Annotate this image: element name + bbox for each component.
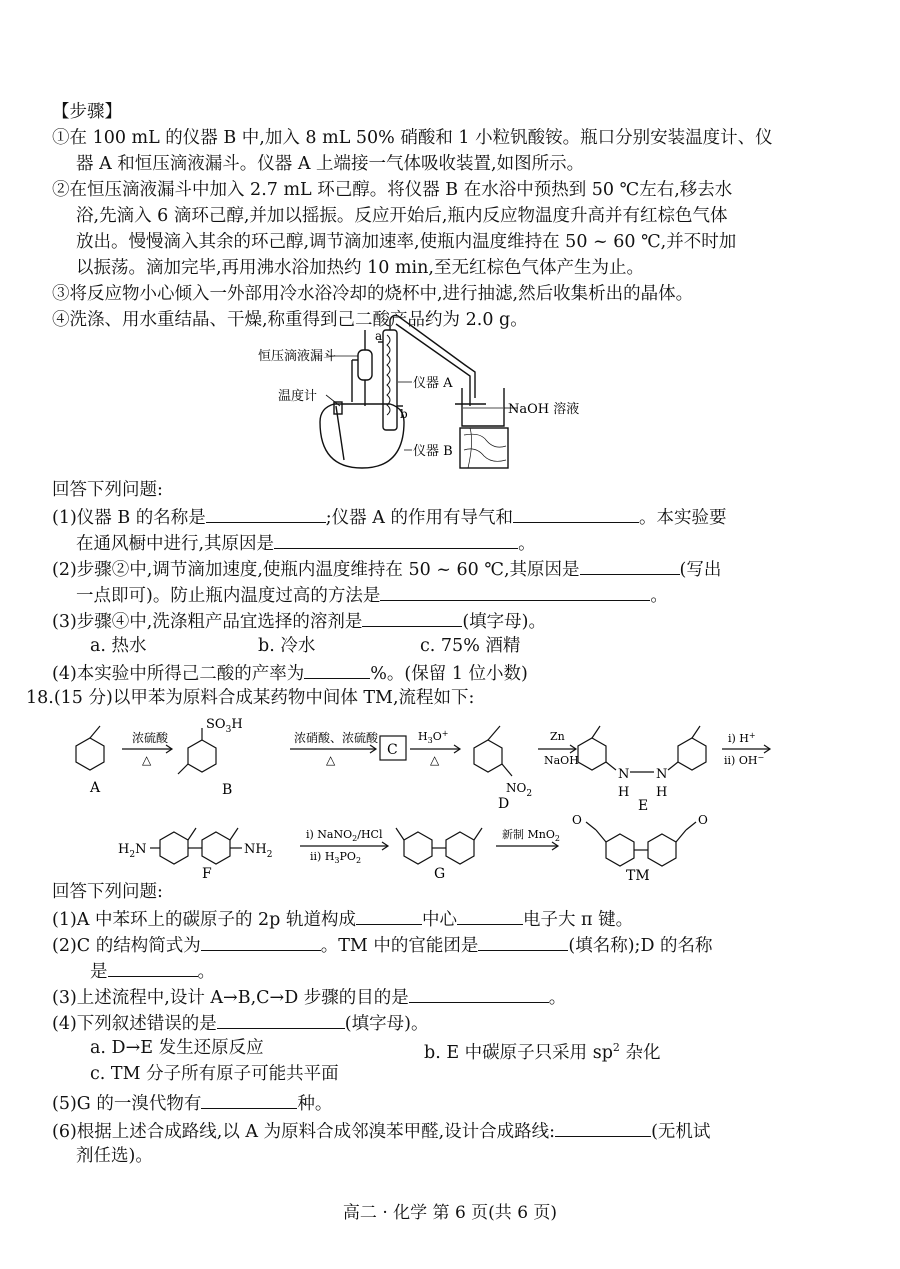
reagent-5-top: i) H+ <box>728 731 756 745</box>
q18-2-text-1: (2)C 的结构简式为 <box>52 936 201 956</box>
n-atom-1: N <box>618 767 630 782</box>
answer-blank[interactable] <box>356 906 422 925</box>
label-e: E <box>638 798 649 812</box>
q17-4-text-2: %。(保留 1 位小数) <box>370 664 528 684</box>
q18-3-line <box>52 984 566 1010</box>
q17-option-a[interactable]: a. 热水 <box>90 636 147 656</box>
answer-blank[interactable] <box>108 958 198 977</box>
h2n-group: $H_2N$ <box>118 842 147 860</box>
apparatus-diagram <box>250 310 590 475</box>
q18-1-line <box>52 906 633 932</box>
q17-2-text-4: 。 <box>650 586 668 606</box>
q18-1-text-2: 中心 <box>421 910 457 930</box>
q17-2-line-1 <box>52 556 721 582</box>
answer-blank[interactable] <box>457 906 523 925</box>
q18-2-line-2 <box>90 958 215 984</box>
reagent-2-bottom: △ <box>326 753 336 767</box>
q18-3-text-2: 。 <box>548 988 567 1008</box>
h-atom-1: H <box>618 785 630 800</box>
q17-option-b[interactable]: b. 冷水 <box>258 636 316 656</box>
q18-6-line-2: 剂任选)。 <box>76 1146 153 1166</box>
answer-blank[interactable] <box>206 504 326 523</box>
q18-intro: 回答下列问题: <box>52 882 163 902</box>
q18-5-text-1: (5)G 的一溴代物有 <box>52 1094 202 1114</box>
q18-1-text-1: (1)A 中苯环上的碳原子的 2p 轨道构成 <box>52 910 356 930</box>
q18-option-b-text: b. E 中碳原子只采用 sp <box>424 1042 613 1063</box>
q18-4-text-1: (4)下列叙述错误的是 <box>52 1014 217 1034</box>
steps-heading: 【步骤】 <box>52 102 122 122</box>
q17-1-text-5: 。 <box>518 534 536 554</box>
q17-3-text-2: (填字母)。 <box>462 612 547 632</box>
instrument-a-label: 仪器 A <box>413 376 453 391</box>
label-c: C <box>387 742 398 758</box>
answer-blank[interactable] <box>201 1090 297 1109</box>
step-1-line-1: ①在 100 mL 的仪器 B 中,加入 8 mL 50% 硝酸和 1 小粒钒酸铵。瓶口分别安装温度计、仪 <box>52 128 773 148</box>
label-d: D <box>498 796 510 812</box>
reagent-6-top: i) NaNO$_2$/HCl <box>306 828 383 843</box>
reagent-2-top: 浓硝酸、浓硫酸 <box>294 731 379 745</box>
step-2-line-3: 放出。慢慢滴入其余的环己醇,调节滴加速率,使瓶内温度维持在 50 ~ 60 ℃,并不时加 <box>76 232 737 252</box>
answer-blank[interactable] <box>274 530 518 549</box>
q18-option-b-tail: 杂化 <box>619 1042 661 1063</box>
instrument-b-label: 仪器 B <box>413 444 453 459</box>
q17-4-line <box>52 660 528 686</box>
label-a: A <box>90 780 101 796</box>
step-2-line-2: 浴,先滴入 6 滴环己醇,并加以摇振。反应开始后,瓶内反应物温度升高并有红棕色气体 <box>76 206 728 226</box>
synthesis-scheme-row-1 <box>60 712 840 812</box>
q18-2-line-1 <box>52 932 713 958</box>
so3h-group: $SO_3H$ <box>206 717 243 735</box>
port-b-label: b <box>400 407 408 421</box>
answer-blank[interactable] <box>580 556 680 575</box>
q18-2-text-4: 是 <box>90 962 108 982</box>
n-atom-2: N <box>656 767 668 782</box>
answer-blank[interactable] <box>201 932 321 951</box>
answer-blank[interactable] <box>217 1010 345 1029</box>
q18-option-b[interactable] <box>424 1036 661 1065</box>
answer-blank[interactable] <box>513 504 639 523</box>
q18-6-line-1 <box>52 1118 710 1144</box>
naoh-label: NaOH 溶液 <box>508 402 580 417</box>
q17-option-c[interactable]: c. 75% 酒精 <box>420 636 521 656</box>
answer-blank[interactable] <box>304 660 370 679</box>
q17-1-text-2: ;仪器 A 的作用有导气和 <box>325 508 513 528</box>
q18-4-line <box>52 1010 428 1036</box>
reagent-3-bottom: △ <box>430 753 440 767</box>
q17-2-text-3: 一点即可)。防止瓶内温度过高的方法是 <box>76 586 381 606</box>
step-2-line-1: ②在恒压滴液漏斗中加入 2.7 mL 环己醇。将仪器 B 在水浴中预热到 50 ℃左右,移去水 <box>52 180 733 200</box>
nh2-group: $NH_2$ <box>244 842 273 860</box>
q18-2-text-2: 。TM 中的官能团是 <box>320 936 479 956</box>
q18-4-text-2: (填字母)。 <box>344 1014 429 1034</box>
answer-blank[interactable] <box>362 608 462 627</box>
answer-blank[interactable] <box>380 582 650 601</box>
q17-intro: 回答下列问题: <box>52 480 163 500</box>
reagent-3-top: $H_3O^+$ <box>418 729 449 745</box>
h-atom-2: H <box>656 785 668 800</box>
q17-4-text-1: (4)本实验中所得己二酸的产率为 <box>52 664 305 684</box>
q17-2-line-2 <box>76 582 668 608</box>
label-tm: TM <box>626 868 650 882</box>
step-3-line: ③将反应物小心倾入一外部用冷水浴冷却的烧杯中,进行抽滤,然后收集析出的晶体。 <box>52 284 694 304</box>
q18-option-b-sup: 2 <box>612 1041 620 1054</box>
label-g: G <box>434 866 446 882</box>
reagent-5-bottom: ii) OH− <box>724 753 765 767</box>
q17-3-text-1: (3)步骤④中,洗涤粗产品宜选择的溶剂是 <box>52 612 363 632</box>
answer-blank[interactable] <box>409 984 549 1003</box>
q17-1-line-1 <box>52 504 726 530</box>
label-f: F <box>202 866 212 882</box>
q18-title: 18.(15 分)以甲苯为原料合成某药物中间体 TM,流程如下: <box>26 688 475 708</box>
q18-5-text-2: 种。 <box>297 1094 333 1114</box>
q17-3-line <box>52 608 546 634</box>
q18-1-text-3: 电子大 π 键。 <box>522 910 634 930</box>
no2-group: $NO_2$ <box>506 781 533 799</box>
port-a-label: a <box>375 329 383 343</box>
step-1-line-2: 器 A 和恒压滴液漏斗。仪器 A 上端接一气体吸收装置,如图所示。 <box>76 154 585 174</box>
q18-6-text-1: (6)根据上述合成路线,以 A 为原料合成邻溴苯甲醛,设计合成路线: <box>52 1122 556 1142</box>
answer-blank[interactable] <box>555 1118 651 1137</box>
synthesis-scheme-row-2 <box>110 812 750 882</box>
reagent-4-top: Zn <box>550 730 565 743</box>
q17-1-text-1: (1)仪器 B 的名称是 <box>52 508 206 528</box>
aldehyde-o-2: O <box>698 813 708 827</box>
q18-2-text-5: 。 <box>197 962 215 982</box>
q18-5-line <box>52 1090 332 1116</box>
q17-2-text-1: (2)步骤②中,调节滴加速度,使瓶内温度维持在 50 ~ 60 ℃,其原因是 <box>52 560 580 580</box>
q18-3-text-1: (3)上述流程中,设计 A→B,C→D 步骤的目的是 <box>52 988 409 1008</box>
step-4-line: ④洗涤、用水重结晶、干燥,称重得到己二酸产品约为 2.0 g。 <box>52 310 528 330</box>
funnel-label: 恒压滴液漏斗 <box>258 349 337 364</box>
reagent-6-bottom: ii) $H_3PO_2$ <box>310 850 362 865</box>
q18-6-text-2: (无机试 <box>651 1122 711 1142</box>
thermometer-label: 温度计 <box>278 389 318 404</box>
q17-1-text-4: 在通风橱中进行,其原因是 <box>76 534 275 554</box>
q17-1-line-2 <box>76 530 536 556</box>
label-b: B <box>222 782 233 798</box>
q17-2-text-2: (写出 <box>679 560 722 580</box>
step-2-line-4: 以振荡。滴加完毕,再用沸水浴加热约 10 min,至无红棕色气体产生为止。 <box>76 258 644 278</box>
q18-2-text-3: (填名称);D 的名称 <box>568 936 713 956</box>
answer-blank[interactable] <box>478 932 568 951</box>
reagent-1-top: 浓硫酸 <box>132 731 169 745</box>
page-footer: 高二 · 化学 第 6 页(共 6 页) <box>342 1203 558 1223</box>
reagent-4-bottom: NaOH <box>544 754 579 767</box>
q18-option-c[interactable]: c. TM 分子所有原子可能共平面 <box>90 1064 339 1084</box>
reagent-7-top: 新制 MnO$_2$ <box>502 828 560 843</box>
reagent-1-bottom: △ <box>142 753 152 767</box>
q17-1-text-3: 。本实验要 <box>638 508 727 528</box>
q18-option-a[interactable]: a. D→E 发生还原反应 <box>90 1038 264 1058</box>
aldehyde-o-1: O <box>572 813 582 827</box>
